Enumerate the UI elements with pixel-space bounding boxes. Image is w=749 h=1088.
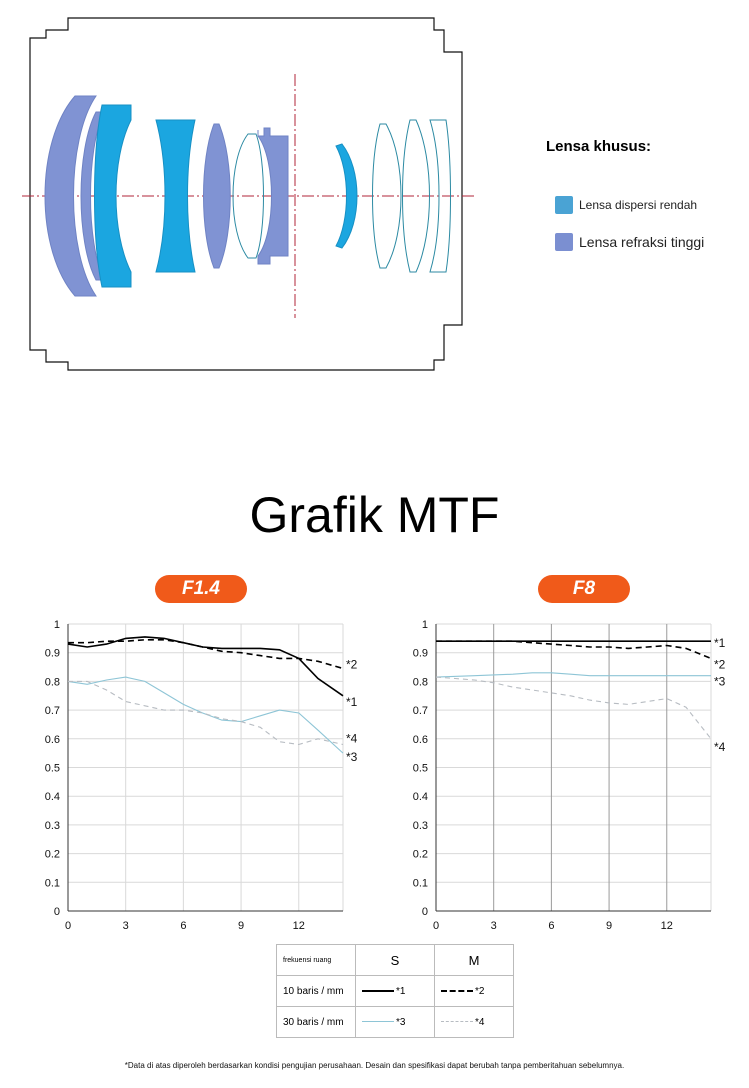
key-series-label: *2 bbox=[475, 985, 485, 997]
key-cell-s bbox=[356, 976, 435, 1007]
key-cell-m bbox=[435, 1007, 514, 1038]
key-header-s: S bbox=[356, 945, 435, 976]
mtf-chart-f14 bbox=[30, 612, 410, 932]
series-line-s3 bbox=[68, 677, 343, 753]
y-tick-label: 0 bbox=[53, 906, 60, 918]
legend-title: Lensa khusus: bbox=[546, 138, 652, 155]
solid-line-swatch bbox=[362, 990, 394, 992]
y-tick-label: 0.3 bbox=[44, 819, 60, 832]
y-tick-label: 0.4 bbox=[44, 791, 60, 804]
series-end-label: *3 bbox=[714, 674, 726, 689]
x-tick-label: 6 bbox=[180, 920, 187, 932]
legend-item-low-dispersion bbox=[555, 196, 697, 214]
high-refraction-swatch bbox=[555, 233, 573, 251]
y-tick-label: 0.3 bbox=[412, 819, 428, 832]
x-tick-label: 3 bbox=[490, 920, 497, 932]
y-tick-label: 0.1 bbox=[44, 877, 60, 890]
y-tick-label: 0.6 bbox=[412, 733, 428, 746]
y-tick-label: 0.5 bbox=[44, 762, 60, 775]
key-row-label: 30 baris / mm bbox=[277, 1007, 356, 1038]
x-tick-label: 12 bbox=[660, 920, 673, 932]
series-end-label: *4 bbox=[346, 731, 358, 746]
y-tick-label: 0.4 bbox=[412, 791, 428, 804]
y-tick-label: 0.8 bbox=[412, 676, 428, 689]
y-tick-label: 0.8 bbox=[44, 676, 60, 689]
y-tick-label: 1 bbox=[421, 619, 428, 631]
x-tick-label: 12 bbox=[292, 920, 305, 932]
x-tick-label: 9 bbox=[606, 920, 613, 932]
light-solid-line-swatch bbox=[362, 1021, 394, 1022]
y-tick-label: 0.9 bbox=[44, 647, 60, 660]
badge-f14: F1.4 bbox=[155, 575, 247, 603]
footnote: *Data di atas diperoleh berdasarkan kondisi pengujian perusahaan. Desain dan spesifikasi dapat berubah tanpa pemberitahuan sebelumnya. bbox=[124, 1061, 625, 1070]
series-line-s2 bbox=[436, 641, 711, 658]
key-cell-m bbox=[435, 976, 514, 1007]
light-dashed-line-swatch bbox=[441, 1021, 473, 1022]
y-tick-label: 0.5 bbox=[412, 762, 428, 775]
y-tick-label: 0.6 bbox=[44, 733, 60, 746]
key-header-m: M bbox=[435, 945, 514, 976]
low-dispersion-swatch bbox=[555, 196, 573, 214]
y-tick-label: 0 bbox=[421, 906, 428, 918]
x-tick-label: 6 bbox=[548, 920, 555, 932]
series-line-s4 bbox=[68, 681, 343, 744]
key-row-label: 10 baris / mm bbox=[277, 976, 356, 1007]
dashed-line-swatch bbox=[441, 990, 473, 992]
series-line-s1 bbox=[68, 637, 343, 696]
lens-construction-diagram bbox=[0, 0, 540, 380]
legend-item-high-refraction bbox=[555, 233, 704, 251]
legend-label: Lensa dispersi rendah bbox=[579, 198, 698, 212]
y-tick-label: 1 bbox=[53, 619, 60, 631]
series-line-s3 bbox=[436, 673, 711, 677]
key-header-label: frekuensi ruang bbox=[277, 945, 356, 976]
key-cell-s bbox=[356, 1007, 435, 1038]
spatial-frequency-key bbox=[276, 944, 514, 1038]
key-series-label: *3 bbox=[396, 1016, 406, 1028]
lens-element-8 bbox=[336, 144, 357, 248]
badge-f8: F8 bbox=[538, 575, 630, 603]
lens-element-5 bbox=[204, 124, 231, 268]
legend-label: Lensa refraksi tinggi bbox=[579, 234, 705, 250]
series-end-label: *3 bbox=[346, 750, 358, 765]
y-tick-label: 0.9 bbox=[412, 647, 428, 660]
x-tick-label: 3 bbox=[122, 920, 129, 932]
x-tick-label: 0 bbox=[64, 920, 72, 932]
key-series-label: *4 bbox=[475, 1016, 485, 1028]
mtf-chart-f8 bbox=[400, 612, 740, 932]
y-tick-label: 0.2 bbox=[44, 848, 60, 861]
y-tick-label: 0.2 bbox=[412, 848, 428, 861]
series-end-label: *2 bbox=[714, 657, 726, 672]
series-end-label: *4 bbox=[714, 739, 726, 754]
series-line-s4 bbox=[436, 677, 711, 739]
y-tick-label: 0.7 bbox=[412, 705, 428, 718]
series-end-label: *1 bbox=[714, 636, 726, 651]
y-tick-label: 0.7 bbox=[44, 705, 60, 718]
series-end-label: *2 bbox=[346, 657, 358, 672]
mtf-title: Grafik MTF bbox=[249, 487, 500, 543]
x-tick-label: 9 bbox=[238, 920, 245, 932]
y-tick-label: 0.1 bbox=[412, 877, 428, 890]
x-tick-label: 0 bbox=[432, 920, 440, 932]
key-series-label: *1 bbox=[396, 985, 406, 997]
series-end-label: *1 bbox=[346, 694, 358, 709]
